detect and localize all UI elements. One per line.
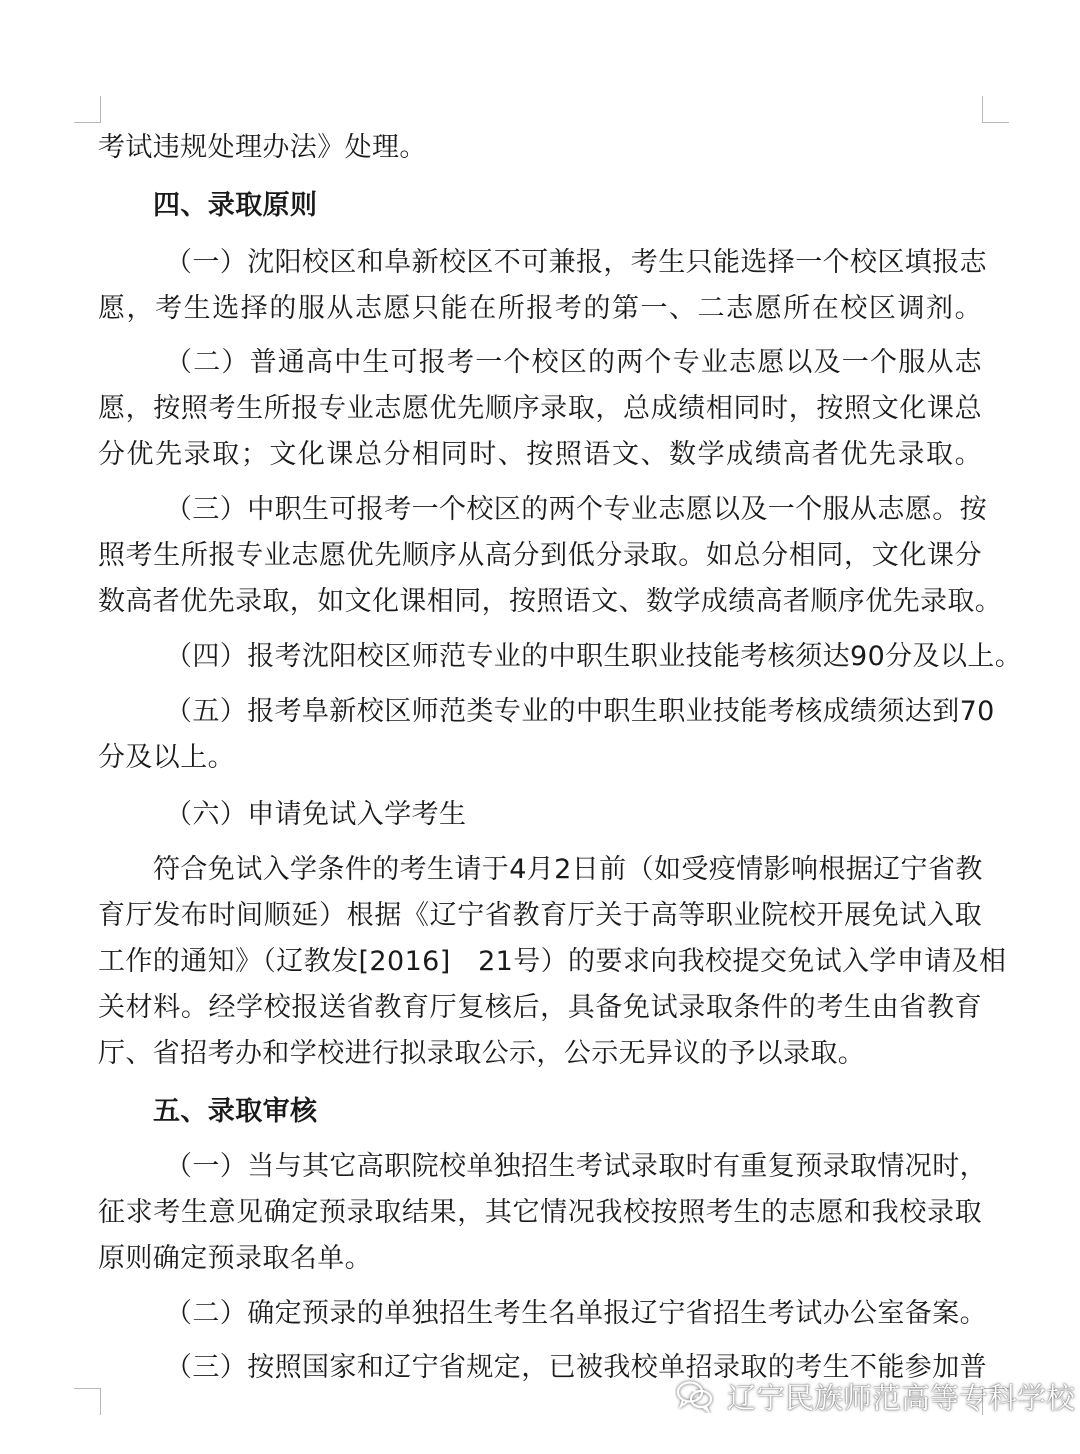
text-line: 愿，考生选择的服从志愿只能在所报考的第一、二志愿所在校区调剂。 [98, 293, 982, 324]
text-line: （六）申请免试入学考生 [165, 799, 467, 830]
text-line: 厅、省招考办和学校进行拟录取公示，公示无异议的予以录取。 [98, 1038, 866, 1069]
text-line: （二）普通高中生可报考一个校区的两个专业志愿以及一个服从志 [165, 347, 982, 378]
text-line: 征求考生意见确定预录取结果，其它情况我校按照考生的志愿和我校录取 [98, 1197, 982, 1228]
text-line: （二）确定预录的单独招生考生名单报辽宁省招生考试办公室备案。 [165, 1298, 987, 1329]
text-line: 工作的通知》（辽教发[2016] 21号）的要求向我校提交免试入学申请及相 [98, 946, 1007, 977]
section-heading: 四、录取原则 [153, 190, 318, 221]
text-line: （一）沈阳校区和阜新校区不可兼报，考生只能选择一个校区填报志 [165, 247, 987, 278]
text-line: 育厅发布时间顺延）根据《辽宁省教育厅关于高等职业院校开展免试入取 [98, 900, 982, 931]
section-heading: 五、录取审核 [153, 1096, 318, 1127]
watermark-text: 辽宁民族师范高等专科学校 [727, 1380, 1076, 1415]
text-line: 分优先录取；文化课总分相同时、按照语文、数学成绩高者优先录取。 [98, 439, 982, 470]
wechat-icon [675, 1379, 715, 1413]
text-line: 数高者优先录取，如文化课相同，按照语文、数学成绩高者顺序优先录取。 [98, 586, 1003, 617]
text-line: 分及以上。 [98, 742, 235, 773]
text-line: 关材料。经学校报送省教育厅复核后，具备免试录取条件的考生由省教育 [98, 992, 982, 1023]
text-line: 愿，按照考生所报专业志愿优先顺序录取，总成绩相同时，按照文化课总 [98, 393, 982, 424]
page-corner-mark [74, 96, 101, 123]
text-line: （三）中职生可报考一个校区的两个专业志愿以及一个服从志愿。按 [165, 494, 987, 525]
page-corner-mark [982, 96, 1009, 123]
text-line: （五）报考阜新校区师范类专业的中职生职业技能考核成绩须达到70 [165, 696, 995, 727]
text-line: 符合免试入学条件的考生请于4月2日前（如受疫情影响根据辽宁省教 [153, 854, 983, 885]
text-line: 原则确定预录取名单。 [98, 1243, 372, 1274]
text-line: 照考生所报专业志愿优先顺序从高分到低分录取。如总分相同，文化课分 [98, 540, 982, 571]
page-corner-mark [74, 1388, 101, 1415]
text-line: （四）报考沈阳校区师范专业的中职生职业技能考核须达90分及以上。 [165, 641, 1023, 672]
text-line: （一）当与其它高职院校单独招生考试录取时有重复预录取情况时， [165, 1151, 987, 1182]
wechat-watermark [675, 1374, 1075, 1418]
text-line: 考试违规处理办法》处理。 [98, 132, 427, 163]
text-line: （三）按照国家和辽宁省规定，已被我校单招录取的考生不能参加普 [165, 1352, 987, 1383]
